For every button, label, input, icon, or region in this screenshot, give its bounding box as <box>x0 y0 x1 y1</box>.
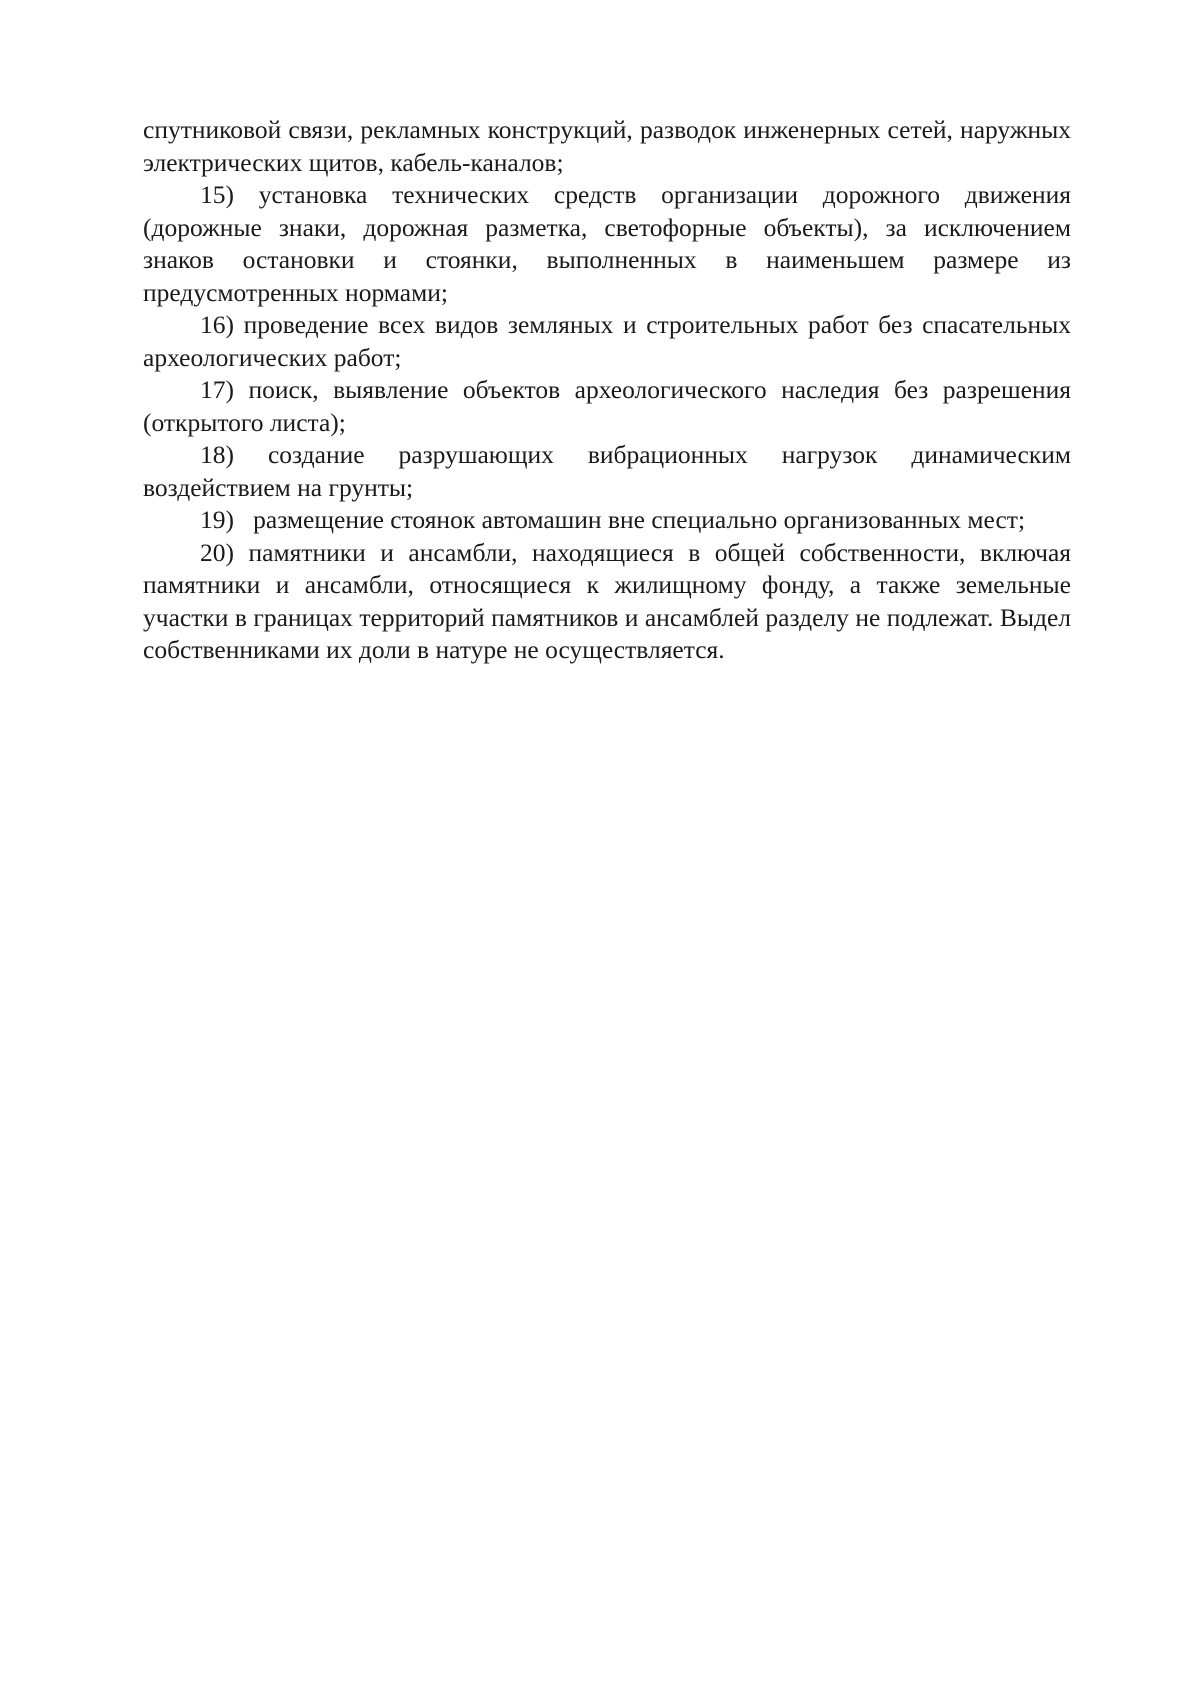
item-text: поиск, выявление объектов археологического наследия без разрешения (открытого листа); <box>143 375 1071 437</box>
item-text: установка технических средств организации дорожного движения (дорожные знаки, дорожная разметка, светофорные объекты), за исключением знаков остановки и стоянки, выполненных в наименьшем размере из предусмотренных нормами; <box>143 180 1071 307</box>
continuation-paragraph: спутниковой связи, рекламных конструкций, разводок инженерных сетей, наружных электрических щитов, кабель-каналов; <box>143 115 1071 177</box>
list-item-20 <box>143 537 1071 667</box>
item-text: размещение стоянок автомашин вне специально организованных мест; <box>253 505 1026 534</box>
item-text: проведение всех видов земляных и строительных работ без спасательных археологических работ; <box>143 310 1072 372</box>
item-number: 20) <box>200 537 234 567</box>
list-item-16 <box>143 309 1071 374</box>
item-text: создание разрушающих вибрационных нагрузок динамическим воздействием на грунты; <box>143 440 1071 502</box>
list-item-17 <box>143 374 1071 439</box>
item-number: 15) <box>200 180 234 209</box>
list-item-19 <box>143 504 1071 537</box>
item-number: 17) <box>200 375 234 404</box>
item-number: 16) <box>200 310 234 339</box>
item-number: 18) <box>200 440 234 469</box>
list-item-15 <box>143 179 1071 309</box>
item-text: памятники и ансамбли, находящиеся в общей собственности, включая памятники и ансамбли, относящиеся к жилищному фонду, а также земельные участки в границах территорий памятников и ансамблей разделу не подлежат. Выдел собственниками их доли в натуре не осуществляется. <box>143 537 1072 664</box>
item-number: 19) <box>200 505 234 534</box>
document-body <box>143 114 1071 667</box>
list-item-18 <box>143 439 1071 504</box>
